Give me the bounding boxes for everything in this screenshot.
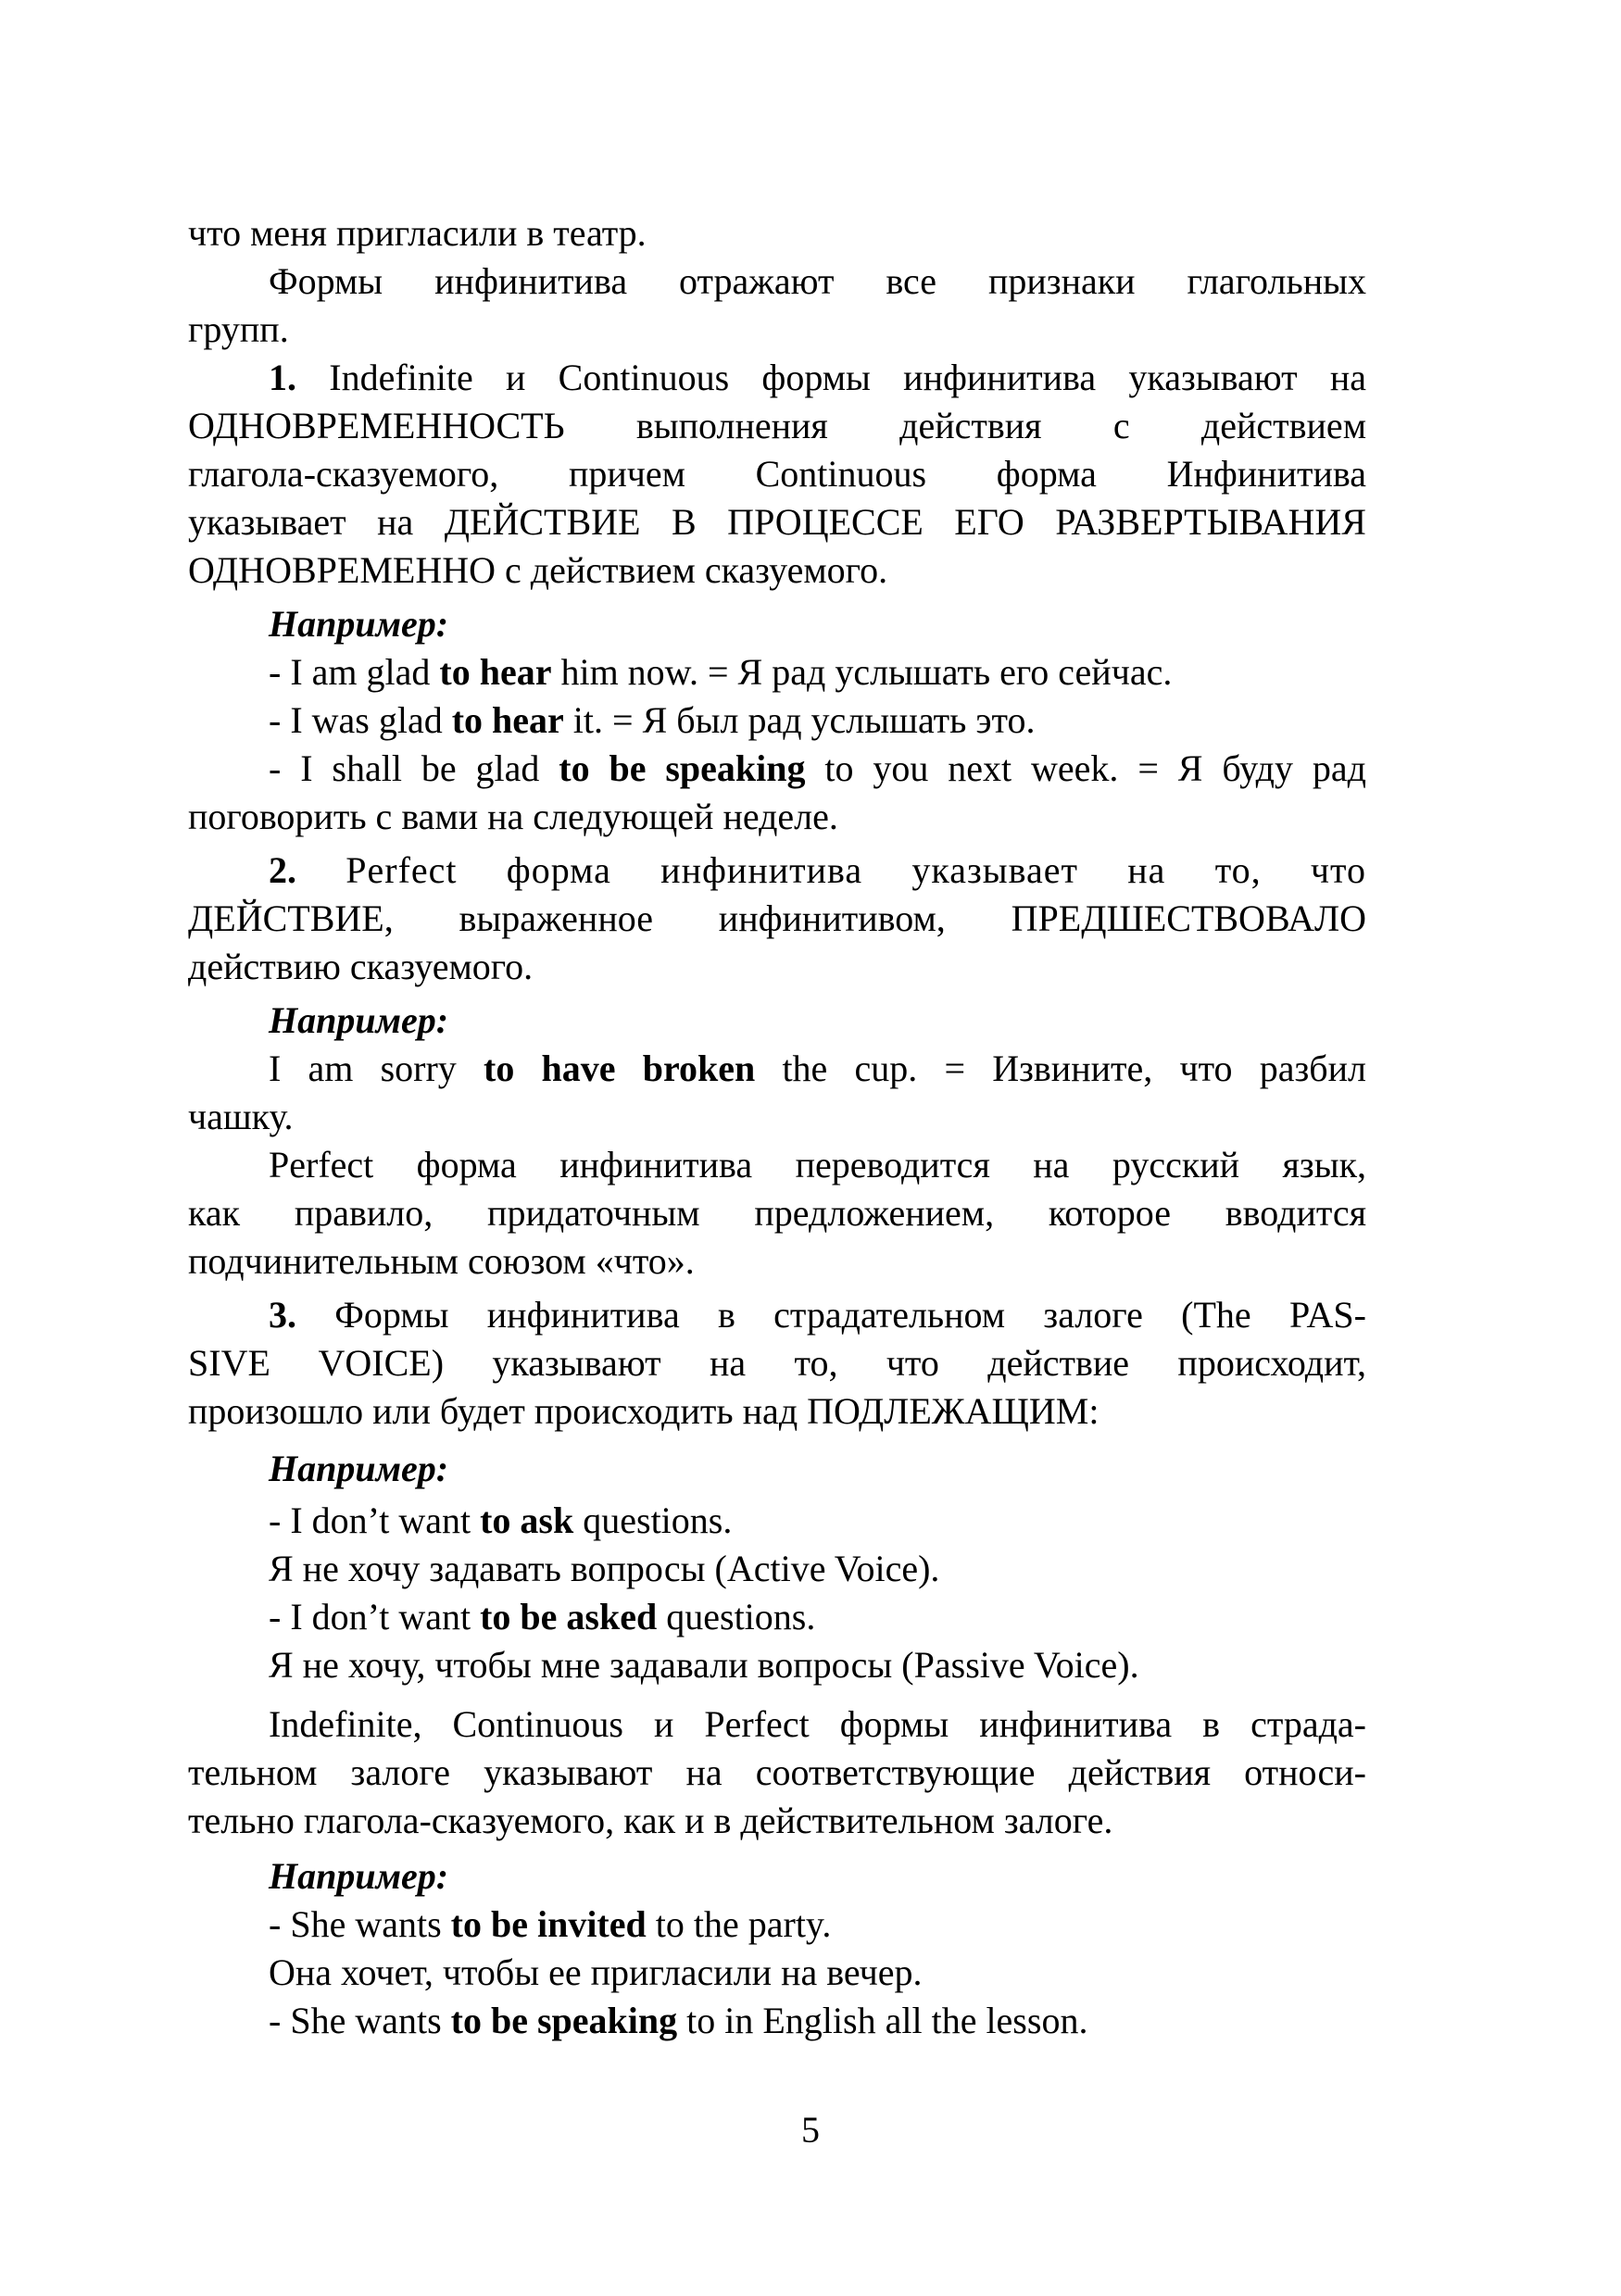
text-line: ОДНОВРЕМЕННОСТЬ выполнения действия с действием	[188, 405, 1366, 446]
example-label: Например:	[269, 603, 449, 645]
text-line: указывает на ДЕЙСТВИЕ В ПРОЦЕССЕ ЕГО РАЗВЕРТЫВАНИЯ	[188, 501, 1366, 543]
example-label: Например:	[269, 1448, 449, 1489]
example-line: Я не хочу, чтобы мне задавали вопросы (Passive Voice).	[269, 1644, 1139, 1686]
text-line: групп.	[188, 308, 289, 350]
text-line: SIVE VOICE) указывают на то, что действие происходит,	[188, 1342, 1366, 1384]
example-line: - I shall be glad to be speaking to you next week. = Я буду рад	[269, 747, 1366, 789]
example-line: - I am glad to hear him now. = Я рад услышать его сейчас.	[269, 651, 1173, 693]
text-line: подчинительным союзом «что».	[188, 1240, 695, 1282]
text-line: произошло или будет происходить над ПОДЛЕЖАЩИМ:	[188, 1390, 1100, 1432]
example-line: - I was glad to hear it. = Я был рад услышать это.	[269, 699, 1036, 741]
text-line: Perfect форма инфинитива переводится на русский язык,	[269, 1144, 1366, 1186]
text-line: тельно глагола-сказуемого, как и в действительном залоге.	[188, 1800, 1113, 1841]
text-line: Формы инфинитива отражают все признаки глагольных	[269, 260, 1366, 302]
text-line: 2. Perfect форма инфинитива указывает на то, что	[269, 849, 1366, 891]
example-line: Она хочет, чтобы ее пригласили на вечер.	[269, 1951, 923, 1993]
text-line: ОДНОВРЕМЕННО с действием сказуемого.	[188, 549, 888, 591]
text-line: ДЕЙСТВИЕ, выраженное инфинитивом, ПРЕДШЕСТВОВАЛО	[188, 897, 1366, 939]
example-label: Например:	[269, 1855, 449, 1897]
text-line: Indefinite, Continuous и Perfect формы инфинитива в страда-	[269, 1703, 1366, 1745]
text-line: 1. Indefinite и Continuous формы инфинитива указывают на	[269, 357, 1366, 398]
example-line: поговорить с вами на следующей неделе.	[188, 796, 838, 837]
example-line: - She wants to be speaking to in English all the lesson.	[269, 2000, 1088, 2041]
example-line: - She wants to be invited to the party.	[269, 1903, 832, 1945]
text-line: действию сказуемого.	[188, 946, 534, 987]
example-line: - I don’t want to be asked questions.	[269, 1596, 816, 1637]
text-line: тельном залоге указывают на соответствующие действия относи-	[188, 1751, 1366, 1793]
example-line: Я не хочу задавать вопросы (Active Voice).	[269, 1548, 940, 1589]
example-line: I am sorry to have broken the cup. = Извините, что разбил	[269, 1048, 1366, 1089]
example-line: - I don’t want to ask questions.	[269, 1499, 733, 1541]
text-line: что меня пригласили в театр.	[188, 212, 647, 254]
text-line: как правило, придаточным предложением, которое вводится	[188, 1192, 1366, 1234]
example-label: Например:	[269, 999, 449, 1041]
text-line: 3. Формы инфинитива в страдательном залоге (The PAS-	[269, 1294, 1366, 1336]
example-line: чашку.	[188, 1096, 294, 1137]
page-number: 5	[801, 2109, 820, 2151]
text-line: глагола-сказуемого, причем Continuous форма Инфинитива	[188, 453, 1366, 495]
